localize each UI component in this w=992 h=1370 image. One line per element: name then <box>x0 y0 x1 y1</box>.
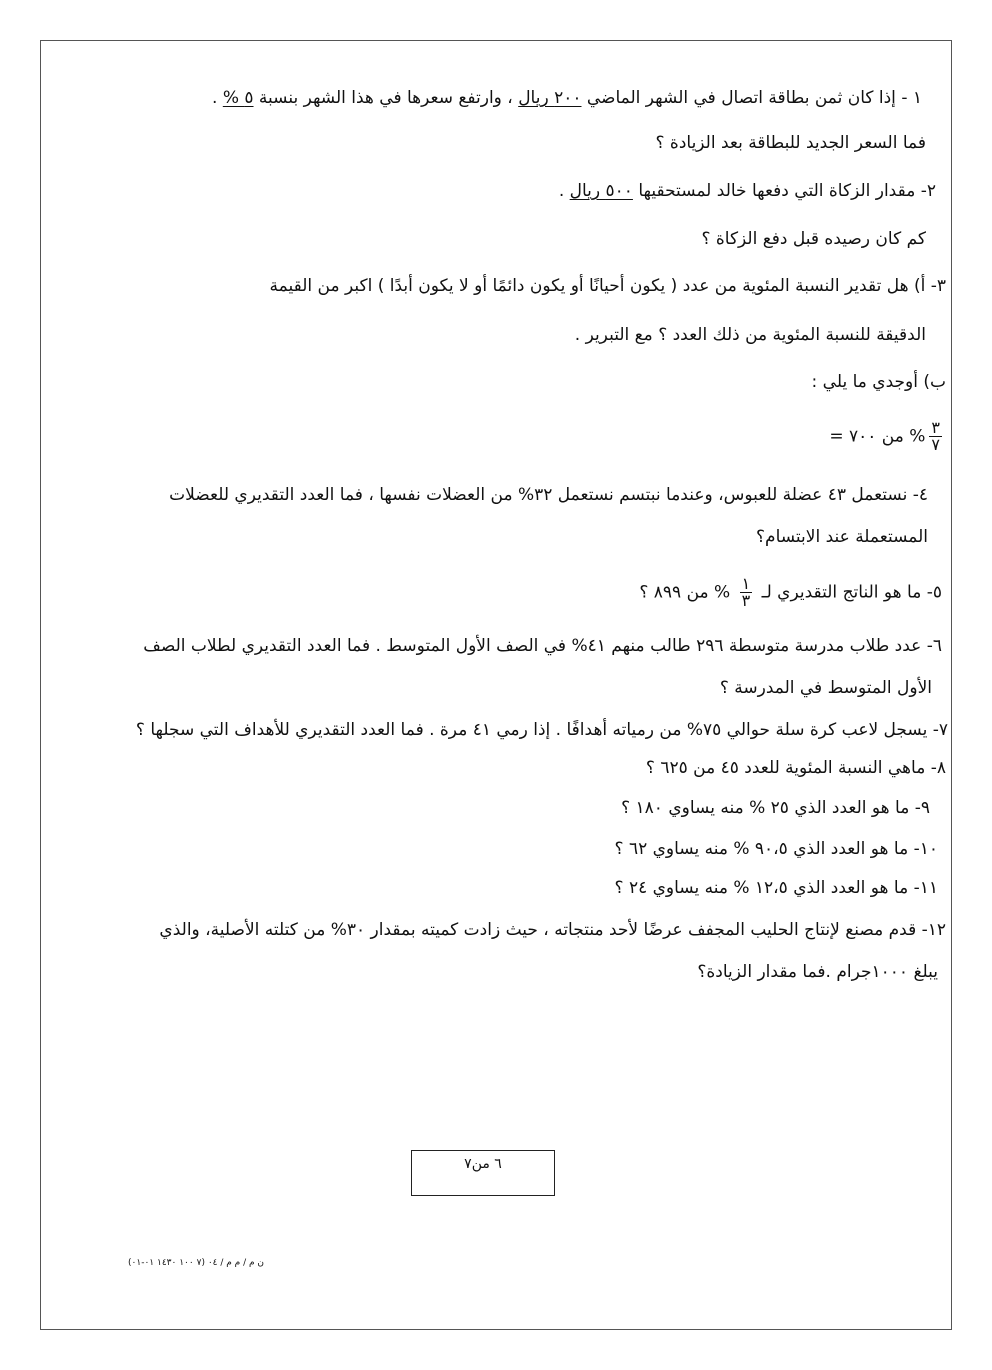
q12-line1: ١٢- قدم مصنع لإنتاج الحليب المجفف عرضًا لأحد منتجاته ، حيث زادت كميته بمقدار ٣٠% من كتلته الأصلية، والذي <box>159 920 946 940</box>
q3-line2: الدقيقة للنسبة المئوية من ذلك العدد ؟ مع التبرير . <box>574 325 926 345</box>
q3-fraction: $\frac{٣}{٧}$ <box>931 418 940 454</box>
page-number: ٦ من٧ <box>464 1156 502 1172</box>
q4-line2: المستعملة عند الابتسام؟ <box>756 527 928 547</box>
q6-line1: ٦- عدد طلاب مدرسة متوسطة ٢٩٦ طالب منهم ٤١% في الصف الأول المتوسط . فما العدد التقديري لطلاب الصف <box>143 636 942 656</box>
q2-amount: ٥٠٠ ريال <box>569 181 633 201</box>
q5-fraction: $\frac{١}{٣}$ <box>741 574 751 610</box>
q7-line: ٧- يسجل لاعب كرة سلة حوالي ٧٥% من رمياته أهدافًا . إذا رمي ٤١ مرة . فما العدد التقديري للأهداف التي سجلها ؟ <box>135 720 948 740</box>
q11-line: ١١- ما هو العدد الذي ١٢،٥ % منه يساوي ٢٤ ؟ <box>614 878 938 898</box>
q2-line1: ٢- مقدار الزكاة التي دفعها خالد لمستحقيها ٥٠٠ ريال . <box>558 181 936 201</box>
q1-price: ٢٠٠ ريال <box>518 88 582 108</box>
page-number-box <box>411 1150 555 1196</box>
q8-line: ٨- ماهي النسبة المئوية للعدد ٤٥ من ٦٢٥ ؟ <box>645 758 946 778</box>
q6-line2: الأول المتوسط في المدرسة ؟ <box>719 678 932 698</box>
q1-line1: ١ - إذا كان ثمن بطاقة اتصال في الشهر الماضي ٢٠٠ ريال ، وارتفع سعرها في هذا الشهر بنسبة ٥ % . <box>212 88 922 108</box>
q2-line2: كم كان رصيده قبل دفع الزكاة ؟ <box>701 229 926 249</box>
q1-percent: ٥ % <box>222 88 254 108</box>
q4-line1: ٤- نستعمل ٤٣ عضلة للعبوس، وعندما نبتسم نستعمل ٣٢% من العضلات نفسها ، فما العدد التقديري للعضلات <box>169 485 928 505</box>
q3-part-b-expression: $\frac{٣}{٧}$ % من ٧٠٠ = <box>829 418 940 454</box>
q12-line2: يبلغ ١٠٠٠جرام .فما مقدار الزيادة؟ <box>697 962 938 982</box>
q5-line: ٥- ما هو الناتج التقديري لـ $\frac{١}{٣}$ % من ٨٩٩ ؟ <box>639 574 942 610</box>
q9-line: ٩- ما هو العدد الذي ٢٥ % منه يساوي ١٨٠ ؟ <box>621 798 930 818</box>
q3-line1: ٣- أ) هل تقدير النسبة المئوية من عدد ( يكون أحيانًا أو يكون دائمًا أو لا يكون أبدًا ) اكبر من القيمة <box>269 276 946 296</box>
q3-part-b-label: ب) أوجدي ما يلي : <box>811 372 946 392</box>
q10-line: ١٠- ما هو العدد الذي ٩٠،٥ % منه يساوي ٦٢ ؟ <box>614 839 938 859</box>
q1-line2: فما السعر الجديد للبطاقة بعد الزيادة ؟ <box>655 133 926 153</box>
document-code: ن م / م م / ٠٤ (٧ ١٠٠ ١٤٣٠ ٠١-٠١) <box>128 1258 265 1268</box>
